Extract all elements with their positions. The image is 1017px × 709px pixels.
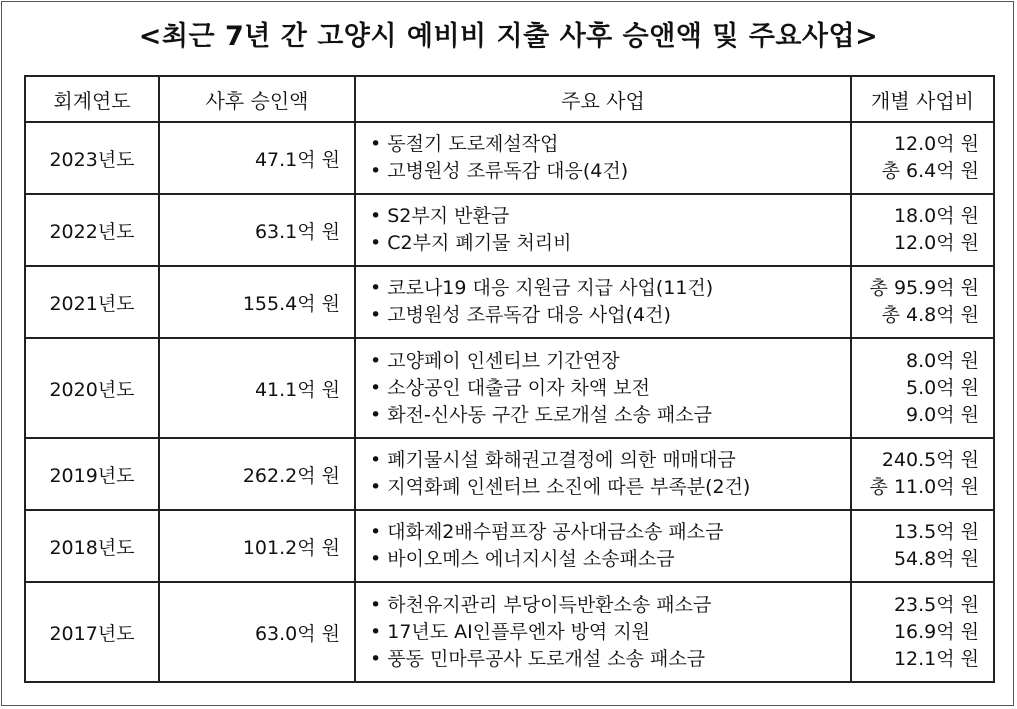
year-cell: 2020년도 (25, 338, 159, 438)
year-cell: 2017년도 (25, 582, 159, 682)
cost-item: 12.1억 원 (893, 647, 979, 670)
project-item: • 소상공인 대출금 이자 차액 보전 (370, 376, 651, 399)
table-row (25, 338, 994, 438)
project-item: • 화전-신사동 구간 도로개설 소송 패소금 (370, 403, 712, 426)
cost-item: 9.0억 원 (906, 403, 979, 426)
projects-cell (355, 266, 851, 338)
cost-item: 총 95.9억 원 (869, 277, 979, 299)
header-projects: 주요 사업 (355, 76, 851, 122)
table-row (25, 266, 994, 338)
project-item: • S2부지 반환금 (370, 205, 510, 227)
cost-item: 23.5억 원 (893, 593, 979, 616)
cost-item: 12.0억 원 (893, 232, 979, 254)
project-item: • 고병원성 조류독감 대응(4건) (370, 160, 629, 182)
projects-cell (355, 582, 851, 682)
cost-item: 54.8억 원 (893, 548, 979, 570)
year-cell: 2019년도 (25, 438, 159, 510)
year-cell: 2018년도 (25, 510, 159, 582)
project-item: • 대화제2배수펌프장 공사대금소송 패소금 (370, 521, 724, 543)
cost-item: 18.0억 원 (893, 205, 979, 227)
cost-item: 240.5억 원 (881, 449, 979, 471)
projects-cell (355, 438, 851, 510)
cost-cell (851, 338, 994, 438)
table-row (25, 122, 994, 194)
projects-cell (355, 338, 851, 438)
amount-cell: 262.2억 원 (159, 438, 355, 510)
cost-item: 총 6.4억 원 (881, 160, 979, 182)
report-table (24, 75, 995, 683)
amount-cell: 47.1억 원 (159, 122, 355, 194)
project-item: • 폐기물시설 화해권고결정에 의한 매매대금 (370, 449, 736, 471)
cost-cell (851, 438, 994, 510)
project-item: • 바이오메스 에너지시설 소송패소금 (370, 548, 675, 570)
year-cell: 2023년도 (25, 122, 159, 194)
amount-cell: 63.0억 원 (159, 582, 355, 682)
projects-cell (355, 122, 851, 194)
cost-cell (851, 510, 994, 582)
amount-cell: 63.1억 원 (159, 194, 355, 266)
projects-cell (355, 194, 851, 266)
project-item: • 고양페이 인센티브 기간연장 (370, 349, 620, 372)
cost-item: 총 11.0억 원 (869, 476, 979, 498)
cost-cell (851, 266, 994, 338)
cost-cell (851, 122, 994, 194)
cost-item: 13.5억 원 (893, 521, 979, 543)
project-item: • 동절기 도로제설작업 (370, 133, 559, 155)
cost-item: 16.9억 원 (893, 620, 979, 643)
project-item: • 풍동 민마루공사 도로개설 소송 패소금 (370, 647, 706, 670)
project-item: • 하천유지관리 부당이득반환소송 패소금 (370, 593, 712, 616)
cost-cell (851, 194, 994, 266)
cost-cell (851, 582, 994, 682)
table-row (25, 438, 994, 510)
project-item: • 고병원성 조류독감 대응 사업(4건) (370, 304, 671, 326)
header-cost: 개별 사업비 (851, 76, 994, 122)
cost-item: 5.0억 원 (906, 376, 979, 399)
table-row (25, 510, 994, 582)
header-amount: 사후 승인액 (159, 76, 355, 122)
project-item: • 코로나19 대응 지원금 지급 사업(11건) (370, 277, 714, 299)
table-row (25, 582, 994, 682)
cost-item: 총 4.8억 원 (881, 304, 979, 326)
amount-cell: 41.1억 원 (159, 338, 355, 438)
project-item: • 지역화폐 인센터브 소진에 따른 부족분(2건) (370, 476, 751, 498)
project-item: • 17년도 AI인플루엔자 방역 지원 (370, 620, 651, 643)
cost-item: 12.0억 원 (893, 133, 979, 155)
projects-cell (355, 510, 851, 582)
amount-cell: 155.4억 원 (159, 266, 355, 338)
year-cell: 2022년도 (25, 194, 159, 266)
table-row (25, 194, 994, 266)
amount-cell: 101.2억 원 (159, 510, 355, 582)
cost-item: 8.0억 원 (906, 349, 979, 372)
header-row (25, 76, 994, 122)
page-title: <최근 7년 간 고양시 예비비 지출 사후 승앤액 및 주요사업> (138, 21, 879, 52)
year-cell: 2021년도 (25, 266, 159, 338)
project-item: • C2부지 폐기물 처리비 (370, 232, 572, 254)
header-year: 회계연도 (25, 76, 159, 122)
